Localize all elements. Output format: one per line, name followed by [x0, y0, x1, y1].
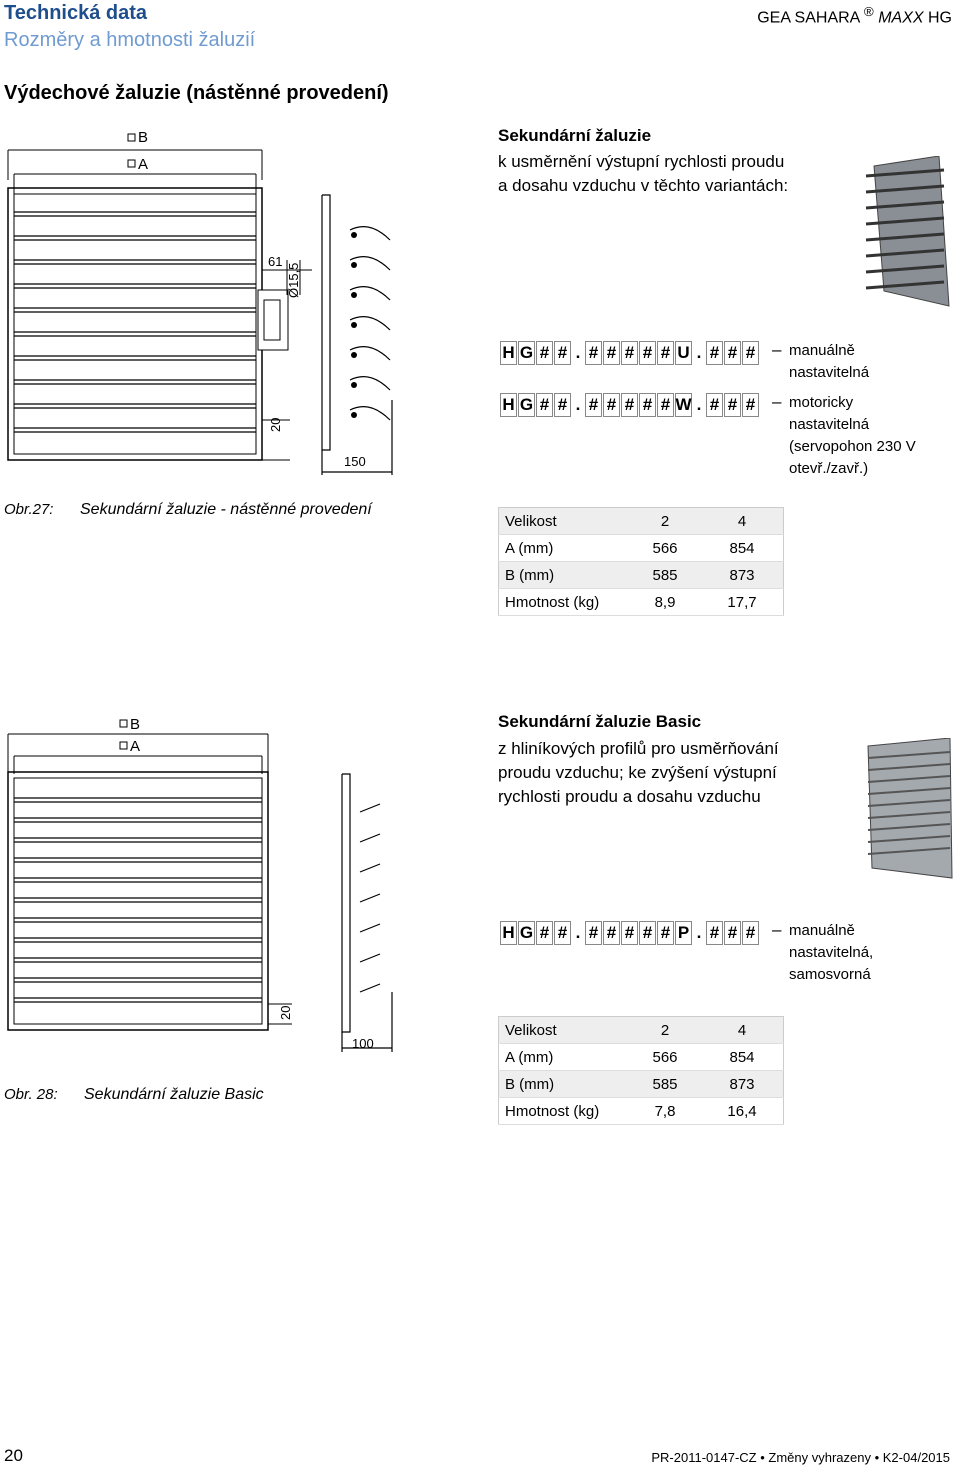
code-u-note	[789, 340, 869, 384]
table-cell: B (mm)	[499, 562, 630, 589]
code-char: #	[657, 921, 674, 945]
table-cell: 7,8	[629, 1098, 701, 1125]
louvre-photo-1	[854, 156, 954, 316]
code-char: #	[724, 341, 741, 365]
table-cell: 854	[701, 1044, 784, 1071]
dim-a-label: A	[130, 738, 141, 755]
section-title: Výdechové žaluzie (nástěnné provedení)	[4, 82, 389, 104]
code-char: #	[554, 393, 571, 417]
type-code-p	[500, 921, 759, 945]
code-char: #	[742, 393, 759, 417]
note-line: nastavitelná	[789, 364, 870, 381]
dim-20-label: 20	[268, 417, 283, 432]
code-char: H	[500, 341, 517, 365]
table-cell: 16,4	[701, 1098, 784, 1125]
brand-model: MAXX	[878, 9, 924, 27]
code-char: #	[639, 341, 656, 365]
note-line: manuálně	[789, 342, 855, 359]
block2-desc-line: proudu vzduchu; ke zvýšení výstupní	[498, 763, 777, 782]
note-line: otevř./zavř.)	[789, 460, 869, 477]
block2-desc-line: z hliníkových profilů pro usměrňování	[498, 739, 779, 758]
code-char: .	[693, 921, 705, 945]
code-char: P	[675, 921, 692, 945]
code-char: #	[554, 341, 571, 365]
note-line: manuálně	[789, 922, 855, 939]
code-char: #	[585, 393, 602, 417]
table-cell: Hmotnost (kg)	[499, 589, 630, 616]
dim-100-label: 100	[352, 1036, 374, 1051]
table-row	[499, 1071, 784, 1098]
table-row	[499, 508, 784, 535]
note-line: samosvorná	[789, 966, 871, 983]
code-char: #	[657, 393, 674, 417]
code-char: #	[603, 393, 620, 417]
brand-label	[757, 4, 952, 27]
code-char: .	[572, 921, 584, 945]
dim-a-label: A	[138, 156, 149, 173]
table-cell: 585	[629, 1071, 701, 1098]
code-dash: –	[772, 392, 782, 411]
table-cell: 2	[629, 508, 701, 535]
table-cell: 566	[629, 535, 701, 562]
note-line: nastavitelná,	[789, 944, 874, 961]
code-char: #	[724, 393, 741, 417]
figure-27-number: Obr.27:	[4, 501, 54, 518]
code-char: #	[657, 341, 674, 365]
code-char: #	[603, 921, 620, 945]
page-subtitle: Rozměry a hmotnosti žaluzií	[4, 29, 256, 51]
louvre-drawing-front-2	[0, 712, 410, 1062]
block2-desc	[498, 737, 779, 809]
code-char: .	[572, 341, 584, 365]
block2-desc-line: rychlosti proudu a dosahu vzduchu	[498, 787, 761, 806]
table-cell: 566	[629, 1044, 701, 1071]
code-char: #	[639, 393, 656, 417]
code-char: #	[536, 393, 553, 417]
page-number: 20	[4, 1446, 23, 1465]
table-cell: 854	[701, 535, 784, 562]
code-char: W	[675, 393, 692, 417]
dim-61-label: 61	[268, 254, 283, 269]
figure-28-caption: Sekundární žaluzie Basic	[84, 1086, 264, 1103]
code-w-note	[789, 392, 916, 480]
note-line: nastavitelná	[789, 416, 870, 433]
louvre-photo-2	[852, 738, 956, 888]
block1-desc-line: k usměrnění výstupní rychlosti proudu	[498, 152, 785, 171]
table-cell: A (mm)	[499, 1044, 630, 1071]
code-char: #	[706, 921, 723, 945]
table-cell: B (mm)	[499, 1071, 630, 1098]
table-cell: Hmotnost (kg)	[499, 1098, 630, 1125]
code-char: .	[693, 393, 705, 417]
figure-28-number: Obr. 28:	[4, 1086, 58, 1103]
code-dash: –	[772, 920, 782, 939]
code-char: G	[518, 393, 535, 417]
dim-20-label: 20	[278, 1005, 293, 1020]
code-p-note	[789, 920, 873, 986]
table-cell: Velikost	[499, 1017, 630, 1044]
note-line: motoricky	[789, 394, 854, 411]
table-cell: 873	[701, 562, 784, 589]
block2-desc-title: Sekundární žaluzie Basic	[498, 712, 702, 731]
table-row	[499, 535, 784, 562]
page-title: Technická data	[4, 2, 148, 24]
table-cell: 4	[701, 1017, 784, 1044]
code-char: #	[536, 921, 553, 945]
code-char: .	[572, 393, 584, 417]
code-char: #	[706, 393, 723, 417]
code-char: #	[724, 921, 741, 945]
code-char: #	[536, 341, 553, 365]
dim-b-label: B	[138, 129, 149, 146]
dim-155-label: Ø15,5	[286, 262, 301, 298]
table-cell: 2	[629, 1017, 701, 1044]
code-char: G	[518, 341, 535, 365]
dim-b-label: B	[130, 716, 141, 733]
code-char: .	[693, 341, 705, 365]
table-cell: 585	[629, 562, 701, 589]
code-char: G	[518, 921, 535, 945]
table-row	[499, 1098, 784, 1125]
block1-desc-title: Sekundární žaluzie	[498, 126, 652, 145]
table-row	[499, 589, 784, 616]
table-cell: 17,7	[701, 589, 784, 616]
table-cell: 873	[701, 1071, 784, 1098]
table-row	[499, 1044, 784, 1071]
table-cell: 8,9	[629, 589, 701, 616]
code-char: #	[585, 341, 602, 365]
spec-table-2	[498, 1016, 784, 1125]
block1-desc	[498, 150, 788, 198]
code-char: #	[639, 921, 656, 945]
code-char: H	[500, 921, 517, 945]
figure-27-caption: Sekundární žaluzie - nástěnné provedení	[80, 501, 372, 518]
code-char: #	[621, 921, 638, 945]
brand-suffix: HG	[928, 9, 952, 27]
table-cell: 4	[701, 508, 784, 535]
code-char: #	[706, 341, 723, 365]
brand-prefix: GEA SAHARA	[757, 9, 860, 27]
table-cell: A (mm)	[499, 535, 630, 562]
dim-150-label: 150	[344, 454, 366, 469]
code-char: U	[675, 341, 692, 365]
table-cell: Velikost	[499, 508, 630, 535]
brand-reg: ®	[863, 4, 874, 19]
louvre-drawing-front-1	[0, 120, 410, 490]
code-char: #	[742, 341, 759, 365]
block1-desc-line: a dosahu vzduchu v těchto variantách:	[498, 176, 789, 195]
type-code-u	[500, 341, 759, 365]
code-char: #	[603, 341, 620, 365]
document-id: PR-2011-0147-CZ • Změny vyhrazeny • K2-04/2015	[651, 1450, 950, 1465]
spec-table-1	[498, 507, 784, 616]
table-row	[499, 1017, 784, 1044]
code-char: #	[621, 341, 638, 365]
note-line: (servopohon 230 V	[789, 438, 916, 455]
table-row	[499, 562, 784, 589]
type-code-w	[500, 393, 759, 417]
code-char: #	[585, 921, 602, 945]
code-char: #	[554, 921, 571, 945]
code-char: #	[742, 921, 759, 945]
code-dash: –	[772, 340, 782, 359]
code-char: H	[500, 393, 517, 417]
code-char: #	[621, 393, 638, 417]
